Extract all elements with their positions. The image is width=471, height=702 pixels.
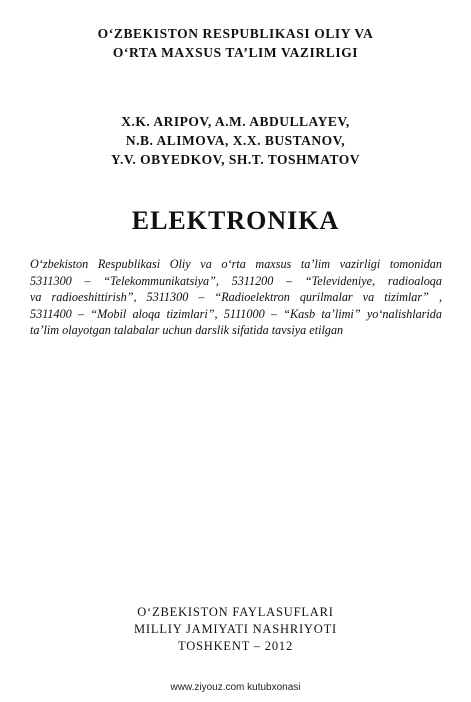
ministry-line-2: O‘RTA MAXSUS TA’LIM VAZIRLIGI bbox=[112, 45, 359, 60]
recommendation-line-1: O‘zbekiston Respublikasi Oliy va o‘rta maxsus ta’lim vazirligi tomonidan bbox=[30, 257, 442, 271]
ministry-line-1: O‘ZBEKISTON RESPUBLIKASI OLIY VA bbox=[97, 26, 374, 41]
authors-line-2: N.B. ALIMOVA, X.X. BUSTANOV, bbox=[125, 133, 346, 148]
publisher-line-1: O‘ZBEKISTON FAYLASUFLARI bbox=[137, 605, 334, 619]
publisher-city-year: TOSHKENT – 2012 bbox=[177, 639, 293, 653]
publisher-block bbox=[0, 604, 471, 655]
authors-line-1: X.K. ARIPOV, A.M. ABDULLAYEV, bbox=[121, 114, 350, 129]
authors-block bbox=[0, 112, 471, 169]
book-title: ELEKTRONIKA bbox=[131, 206, 340, 235]
recommendation-line-2: 5311300 – “Telekommunikatsiya”, 5311200 – “Televideniye, radioaloqa bbox=[30, 273, 442, 288]
authors-line-3: Y.V. OBYEDKOV, SH.T. TOSHMATOV bbox=[110, 152, 361, 167]
recommendation-line-3: va radioeshittirish”, 5311300 – “Radioelektron qurilmalar va tizimlar” , bbox=[30, 290, 442, 305]
recommendation-line-4: 5311400 – “Mobil aloqa tizimlari”, 5111000 – “Kasb ta’limi” yo‘nalishlarida bbox=[30, 306, 442, 321]
footer-watermark-url: www.ziyouz.com kutubxonasi bbox=[170, 682, 301, 693]
publisher-line-2: MILLIY JAMIYATI NASHRIYOTI bbox=[134, 622, 337, 636]
recommendation-text bbox=[30, 256, 442, 339]
recommendation-line-5: ta’lim olayotgan talabalar uchun darslik sifatida tavsiya etilgan bbox=[30, 323, 344, 338]
ministry-heading bbox=[0, 24, 471, 62]
